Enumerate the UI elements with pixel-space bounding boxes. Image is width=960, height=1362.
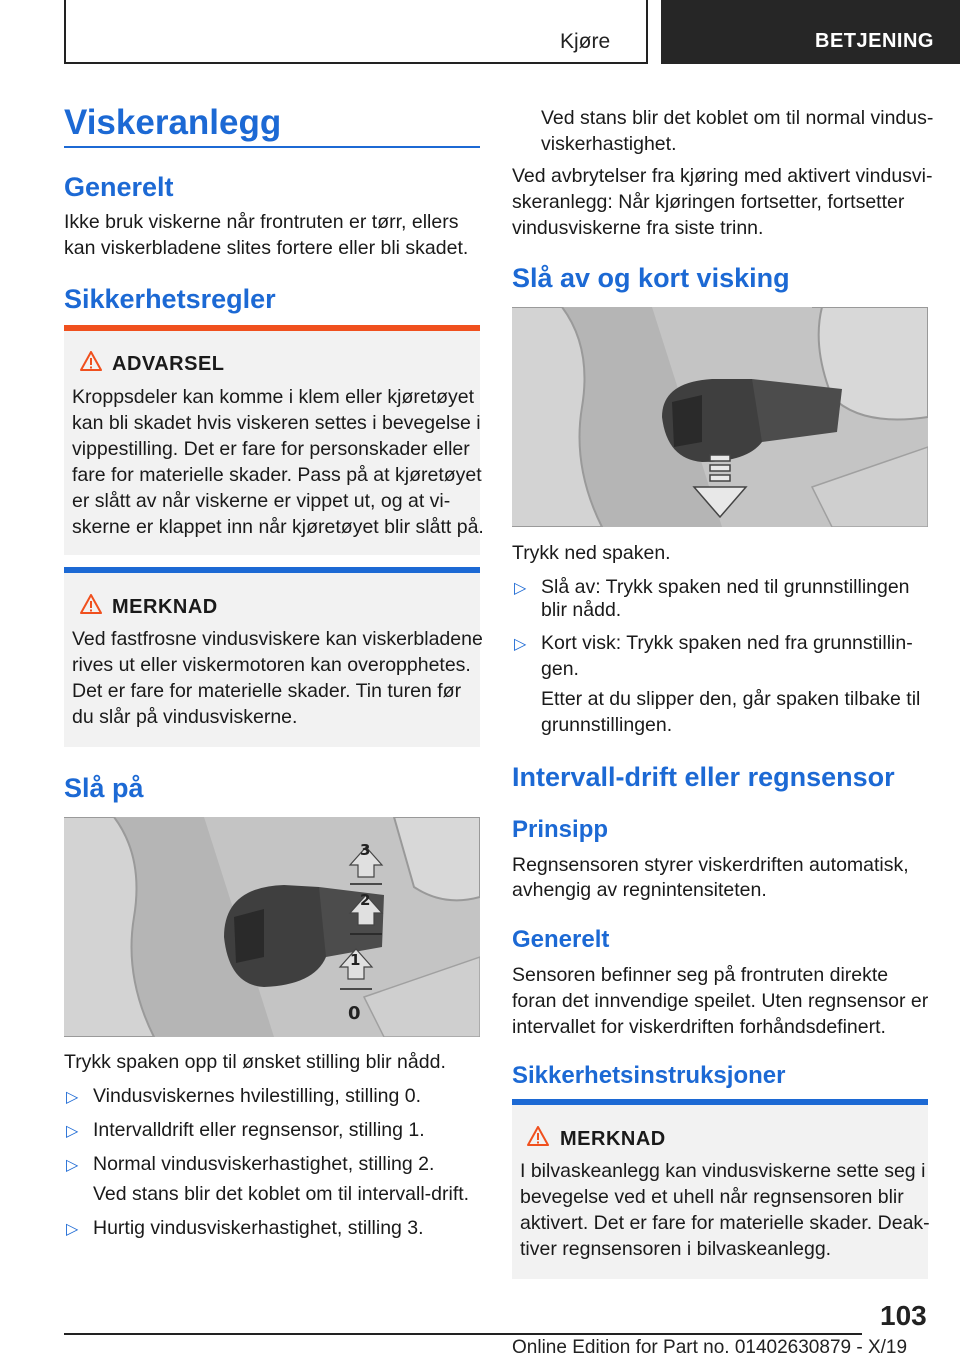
prinsipp-heading: Prinsipp	[512, 816, 609, 843]
bullet-triangle-icon: ▷	[514, 636, 527, 653]
generelt-line-1: Ikke bruk viskerne når frontruten er tørr, ellers	[64, 211, 459, 233]
bullet-item: Kort visk: Trykk spaken ned fra grunnstillin-	[541, 632, 913, 654]
bullet-triangle-icon: ▷	[66, 1221, 79, 1238]
sla-av-instruction: Trykk ned spaken.	[512, 542, 671, 564]
sikkerhet-right-heading: Sikkerhetsinstruksjoner	[512, 1062, 786, 1089]
notice-line: tiver regnsensoren i bilvaskeanlegg.	[520, 1238, 832, 1260]
bullet-sub-text: Etter at du slipper den, går spaken tilbake til	[541, 688, 921, 710]
notice-line: bevegelse ved et uhell når regnsensoren blir	[520, 1186, 904, 1208]
page-number: 103	[880, 1300, 927, 1331]
notice-line: I bilvaskeanlegg kan vindusviskerne sette seg i	[520, 1160, 926, 1182]
generelt-right-line: intervallet for viskerdriften forhåndsdefinert.	[512, 1016, 886, 1038]
page-title: Viskeranlegg	[64, 103, 282, 142]
warning-line: kan bli skadet hvis viskeren settes i bevegelse i	[72, 412, 481, 434]
header-section: Kjøre	[560, 30, 611, 53]
generelt-heading: Generelt	[64, 172, 174, 202]
notice-title: MERKNAD	[560, 1128, 666, 1150]
warning-line: vippestilling. Det er fare for personskader eller	[72, 438, 470, 460]
notice-bar	[512, 1099, 928, 1105]
intervall-heading: Intervall-drift eller regnsensor	[512, 762, 895, 792]
prinsipp-line-1: Regnsensoren styrer viskerdriften automatisk,	[512, 854, 909, 876]
header-chapter: BETJENING	[661, 0, 960, 64]
bullet-item-cont: gen.	[541, 658, 579, 680]
notice-line: Det er fare for materielle skader. Tin turen før	[72, 680, 462, 702]
figure-label-3: 3	[360, 841, 371, 859]
sla-pa-heading: Slå på	[64, 773, 144, 803]
bullet-triangle-icon: ▷	[514, 580, 527, 597]
bullet-sub-text: grunnstillingen.	[541, 714, 673, 736]
bullet-item: Normal vindusviskerhastighet, stilling 2.	[93, 1153, 435, 1175]
notice-line: Ved fastfrosne vindusviskere kan viskerbladene	[72, 628, 483, 650]
notice-triangle-icon	[80, 594, 102, 614]
avbryt-line-1: Ved avbrytelser fra kjøring med aktivert vindusvi-	[512, 165, 933, 187]
warning-title: ADVARSEL	[112, 353, 225, 375]
generelt-right-line: foran det innvendige speilet. Uten regnsensor er	[512, 990, 929, 1012]
notice-title: MERKNAD	[112, 596, 218, 618]
warning-line: Kroppsdeler kan komme i klem eller kjøretøyet	[72, 386, 475, 408]
warning-line: fare for materielle skader. Pass på at kjøretøyet	[72, 464, 482, 486]
figure-label-0: 0	[348, 1003, 361, 1024]
notice-bar	[64, 567, 480, 573]
prinsipp-line-2: avhengig av regnintensiteten.	[512, 879, 767, 901]
figure-label-2: 2	[360, 891, 371, 909]
continued-line-1: Ved stans blir det koblet om til normal vindus-	[541, 107, 934, 129]
bullet-item: Intervalldrift eller regnsensor, stilling 1.	[93, 1119, 425, 1141]
generelt-right-heading: Generelt	[512, 926, 610, 953]
avbryt-line-3: vindusviskerne fra siste trinn.	[512, 217, 764, 239]
warning-triangle-icon	[80, 351, 102, 371]
notice-triangle-icon	[527, 1126, 549, 1146]
bullet-item: Slå av: Trykk spaken ned til grunnstillingen	[541, 576, 910, 598]
footer-edition: Online Edition for Part no. 01402630879 - X/19	[512, 1337, 908, 1358]
bullet-item: Hurtig vindusviskerhastighet, stilling 3.	[93, 1217, 424, 1239]
figure-label-1: 1	[350, 951, 361, 969]
avbryt-line-2: skeranlegg: Når kjøringen fortsetter, fortsetter	[512, 191, 905, 213]
warning-line: skerne er klappet inn når kjøretøyet blir slått på.	[72, 516, 484, 538]
wiper-lever-up-illustration	[64, 817, 480, 1037]
warning-bar	[64, 325, 480, 331]
bullet-triangle-icon: ▷	[66, 1123, 79, 1140]
sla-av-heading: Slå av og kort visking	[512, 263, 790, 293]
bullet-triangle-icon: ▷	[66, 1089, 79, 1106]
notice-line: aktivert. Det er fare for materielle skader. Deak-	[520, 1212, 930, 1234]
bullet-triangle-icon: ▷	[66, 1157, 79, 1174]
bullet-item-cont: blir nådd.	[541, 599, 622, 621]
continued-line-2: viskerhastighet.	[541, 133, 677, 155]
sikkerhet-heading: Sikkerhetsregler	[64, 284, 276, 314]
sla-pa-instruction: Trykk spaken opp til ønsket stilling blir nådd.	[64, 1051, 446, 1073]
wiper-lever-down-illustration	[512, 307, 928, 527]
bullet-item: Vindusviskernes hvilestilling, stilling 0.	[93, 1085, 422, 1107]
bullet-sub-text: Ved stans blir det koblet om til intervall-drift.	[93, 1183, 470, 1205]
generelt-line-2: kan viskerbladene slites fortere eller bli skadet.	[64, 237, 469, 259]
warning-line: er slått av når viskerne er vippet ut, og at vi-	[72, 490, 451, 512]
generelt-right-line: Sensoren befinner seg på frontruten direkte	[512, 964, 889, 986]
notice-line: du slår på vindusviskerne.	[72, 706, 298, 728]
notice-line: rives ut eller viskermotoren kan overopphetes.	[72, 654, 471, 676]
title-rule	[64, 146, 480, 148]
footer-rule	[64, 1333, 862, 1335]
